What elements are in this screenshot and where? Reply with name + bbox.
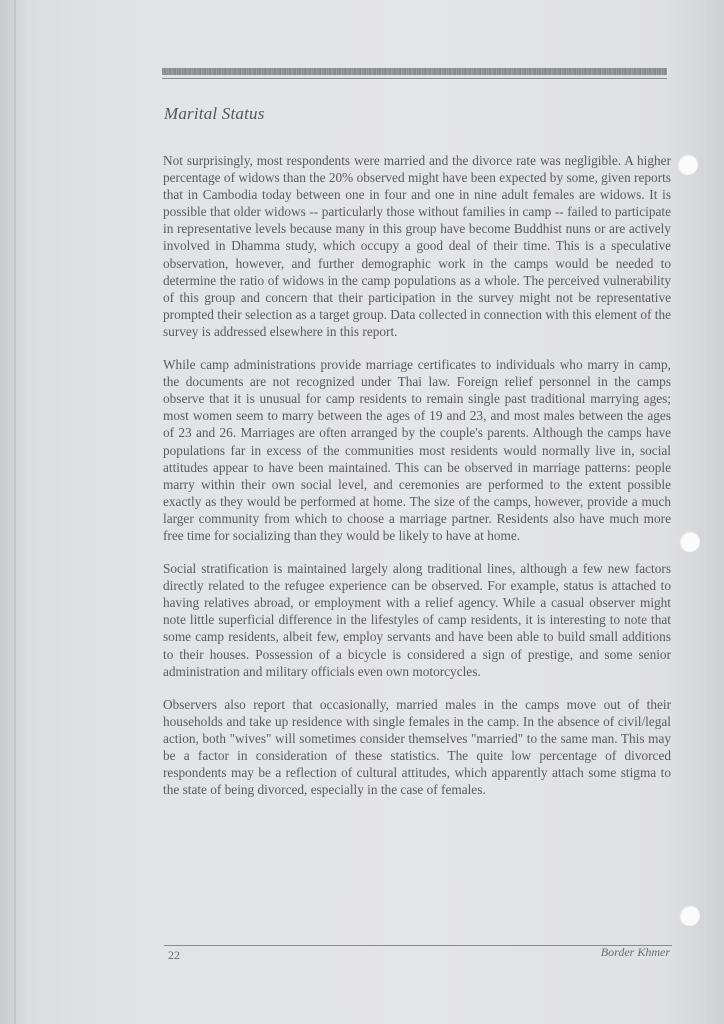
running-footer-title: Border Khmer <box>600 945 670 959</box>
page-number: 22 <box>168 948 180 962</box>
punch-hole-top <box>677 154 698 175</box>
page-fold-shadow <box>14 0 16 1024</box>
footer-rule <box>164 945 672 946</box>
header-rule-thin <box>162 78 667 79</box>
paragraph-4: Observers also report that occasionally, married males in the camps move out of their households and take up residence with single females in the camp. In the absence of civil/legal action, both "wives" will sometimes consider themselves "married" to the same man. This may be a factor in consideration of these statistics. The quite low percentage of divorced respondents may be a reflection of cultural attitudes, which apparently attach some stigma to the state of being divorced, especially in the case of females. <box>163 696 671 798</box>
section-heading: Marital Status <box>164 104 265 123</box>
body-text <box>163 152 671 814</box>
paragraph-3: Social stratification is maintained largely along traditional lines, although a few new factors directly related to the refugee experience can be observed. For example, status is attached to having relatives abroad, or employment with a relief agency. While a casual observer might note little superficial difference in the lifestyles of camp residents, it is interesting to note that some camp residents, albeit few, employ servants and have been able to build small additions to their houses. Possession of a bicycle is considered a sign of prestige, and some senior administration and military officials even own motorcycles. <box>163 561 671 679</box>
header-rule-thick <box>162 68 667 75</box>
paragraph-1: Not surprisingly, most respondents were married and the divorce rate was negligible. A higher percentage of widows than the 20% observed might have been expected by some, given reports that in Cambodia today between one in four and one in nine adult females are widows. It is possible that older widows -- particularly those without families in camp -- failed to participate in representative levels because many in this group have become Buddhist nuns or are actively involved in Dhamma study, which occupy a good deal of their time. This is a speculative observation, however, and further demographic work in the camps would be needed to determine the ratio of widows in the camp populations as a whole. The perceived vulnerability of this group and concern that their participation in the survey might not be representative prompted their selection as a target group. Data collected in connection with this element of the survey is addressed elsewhere in this report. <box>163 153 671 339</box>
paragraph-2: While camp administrations provide marriage certificates to individuals who marry in camp, the documents are not recognized under Thai law. Foreign relief personnel in the camps observe that it is unusual for camp residents to remain single past traditional marrying ages; most women seem to marry between the ages of 19 and 23, and most males between the ages of 23 and 26. Marriages are often arranged by the couple's parents. Although the camps have populations far in excess of the communities most residents would normally live in, social attitudes appear to have been maintained. This can be observed in marriage patterns: people marry within their own social level, and ceremonies are performed to the extent possible exactly as they would be performed at home. The size of the camps, however, provide a much larger community from which to choose a marriage partner. Residents also have much more free time for socializing than they would be likely to have at home. <box>163 357 671 543</box>
punch-hole-middle <box>679 531 700 552</box>
punch-hole-bottom <box>679 905 700 926</box>
